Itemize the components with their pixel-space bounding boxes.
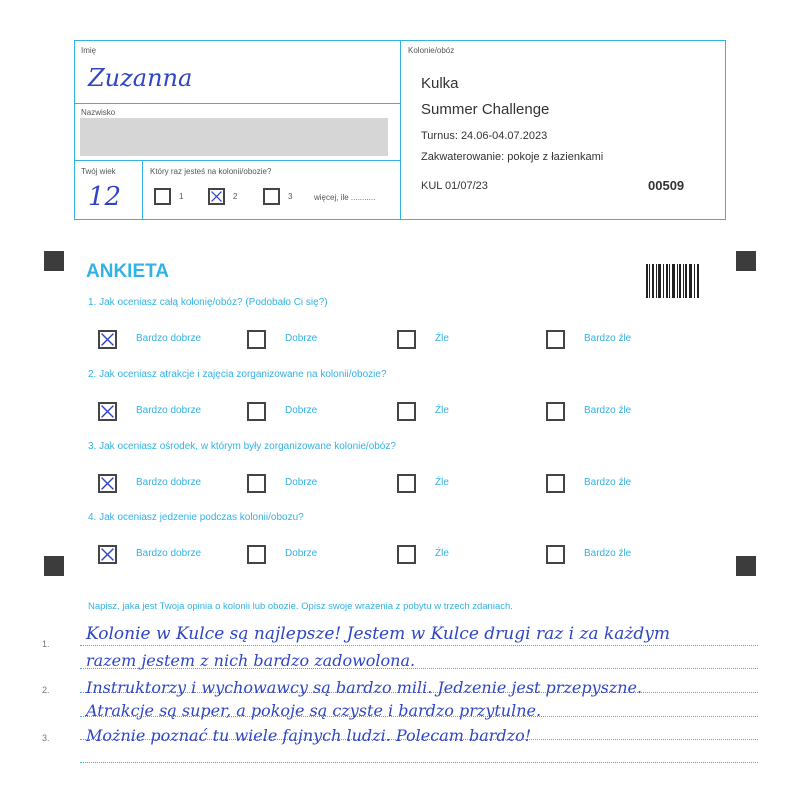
handwritten-answer-3: Instruktorzy i wychowawcy są bardzo mili. Jedzenie jest przepyszne. bbox=[86, 678, 643, 697]
times-option-3: 3 bbox=[288, 192, 293, 201]
handwritten-answer-5: Możnie poznać tu wiele fajnych ludzi. Polecam bardzo! bbox=[86, 726, 532, 745]
check-mark-icon bbox=[100, 332, 115, 347]
opinion-prompt: Napisz, jaka jest Twoja opinia o kolonii lub obozie. Opisz swoje wrażenia z pobytu w trzech zdaniach. bbox=[88, 601, 513, 612]
question-4-checkbox-3[interactable] bbox=[397, 545, 416, 564]
registration-marker-tl bbox=[44, 251, 64, 271]
check-mark-icon bbox=[100, 476, 115, 491]
question-3-option-4-label: Bardzo źle bbox=[584, 477, 632, 488]
question-1-checkbox-3[interactable] bbox=[397, 330, 416, 349]
barcode-icon bbox=[646, 264, 700, 298]
question-4-checkbox-2[interactable] bbox=[247, 545, 266, 564]
check-mark-icon bbox=[100, 547, 115, 562]
question-3-option-1-label: Bardzo dobrze bbox=[136, 477, 202, 488]
question-1-checkbox-2[interactable] bbox=[247, 330, 266, 349]
handwritten-answer-4: Atrakcje są super, a pokoje są czyste i bardzo przytulne. bbox=[86, 701, 542, 720]
question-2-checkbox-3[interactable] bbox=[397, 402, 416, 421]
question-1-option-3-label: Źle bbox=[435, 333, 449, 344]
question-2-checkbox-4[interactable] bbox=[546, 402, 565, 421]
question-4-checkbox-4[interactable] bbox=[546, 545, 565, 564]
question-4-option-1-label: Bardzo dobrze bbox=[136, 548, 202, 559]
question-4-option-3-label: Źle bbox=[435, 548, 449, 559]
survey-title: ANKIETA bbox=[86, 261, 170, 282]
name-label: Imię bbox=[81, 46, 97, 55]
surname-label: Nazwisko bbox=[81, 108, 116, 117]
times-option-1: 1 bbox=[179, 192, 184, 201]
question-1-option-4-label: Bardzo źle bbox=[584, 333, 632, 344]
registration-marker-tr bbox=[736, 251, 756, 271]
question-2-option-4-label: Bardzo źle bbox=[584, 405, 632, 416]
question-2-text: 2. Jak oceniasz atrakcje i zajęcia zorganizowane na kolonii/obozie? bbox=[88, 369, 387, 380]
question-2-checkbox-2[interactable] bbox=[247, 402, 266, 421]
registration-marker-br bbox=[736, 556, 756, 576]
question-4-text: 4. Jak oceniasz jedzenie podczas kolonii/obozu? bbox=[88, 512, 304, 523]
age-label: Twój wiek bbox=[81, 167, 116, 176]
times-checkbox-1[interactable] bbox=[154, 188, 171, 205]
question-2-checkbox-1[interactable] bbox=[98, 402, 117, 421]
line-number-3: 3. bbox=[42, 733, 50, 743]
times-more: więcej, ile ........... bbox=[314, 193, 376, 202]
accommodation: Zakwaterowanie: pokoje z łazienkami bbox=[421, 151, 604, 163]
form-number: 00509 bbox=[648, 178, 685, 193]
registration-marker-bl bbox=[44, 556, 64, 576]
check-mark-icon bbox=[100, 404, 115, 419]
question-2-option-2-label: Dobrze bbox=[285, 405, 318, 416]
question-3-checkbox-2[interactable] bbox=[247, 474, 266, 493]
question-1-option-1-label: Bardzo dobrze bbox=[136, 333, 202, 344]
times-checkbox-2[interactable] bbox=[208, 188, 225, 205]
camp-name: Kulka bbox=[421, 75, 459, 92]
camp-code: KUL 01/07/23 bbox=[421, 180, 488, 192]
question-4-checkbox-1[interactable] bbox=[98, 545, 117, 564]
question-4-option-2-label: Dobrze bbox=[285, 548, 318, 559]
question-1-text: 1. Jak oceniasz całą kolonię/obóz? (Podobało Ci się?) bbox=[88, 297, 328, 308]
times-checkbox-3[interactable] bbox=[263, 188, 280, 205]
surname-redacted bbox=[80, 118, 388, 156]
question-2-option-1-label: Bardzo dobrze bbox=[136, 405, 202, 416]
name-value: Zuzanna bbox=[88, 64, 193, 92]
line-number-1: 1. bbox=[42, 639, 50, 649]
handwritten-answer-2: razem jestem z nich bardzo zadowolona. bbox=[86, 651, 416, 670]
check-mark-icon bbox=[210, 190, 223, 203]
question-4-option-4-label: Bardzo źle bbox=[584, 548, 632, 559]
question-3-option-3-label: Źle bbox=[435, 477, 449, 488]
age-value: 12 bbox=[88, 182, 122, 212]
question-1-option-2-label: Dobrze bbox=[285, 333, 318, 344]
camp-program: Summer Challenge bbox=[421, 101, 550, 118]
question-3-text: 3. Jak oceniasz ośrodek, w którym były zorganizowane kolonie/obóz? bbox=[88, 441, 396, 452]
turnus: Turnus: 24.06-04.07.2023 bbox=[421, 130, 548, 142]
camp-label: Kolonie/obóz bbox=[408, 46, 455, 55]
question-3-checkbox-3[interactable] bbox=[397, 474, 416, 493]
question-3-checkbox-1[interactable] bbox=[98, 474, 117, 493]
question-1-checkbox-4[interactable] bbox=[546, 330, 565, 349]
question-1-checkbox-1[interactable] bbox=[98, 330, 117, 349]
question-3-option-2-label: Dobrze bbox=[285, 477, 318, 488]
answer-line-1[interactable] bbox=[80, 645, 758, 646]
times-option-2: 2 bbox=[233, 192, 238, 201]
times-label: Który raz jesteś na kolonii/obozie? bbox=[150, 167, 272, 176]
question-2-option-3-label: Źle bbox=[435, 405, 449, 416]
answer-line-6[interactable] bbox=[80, 762, 758, 763]
line-number-2: 2. bbox=[42, 685, 50, 695]
question-3-checkbox-4[interactable] bbox=[546, 474, 565, 493]
handwritten-answer-1: Kolonie w Kulce są najlepsze! Jestem w Kulce drugi raz i za każdym bbox=[86, 624, 670, 644]
